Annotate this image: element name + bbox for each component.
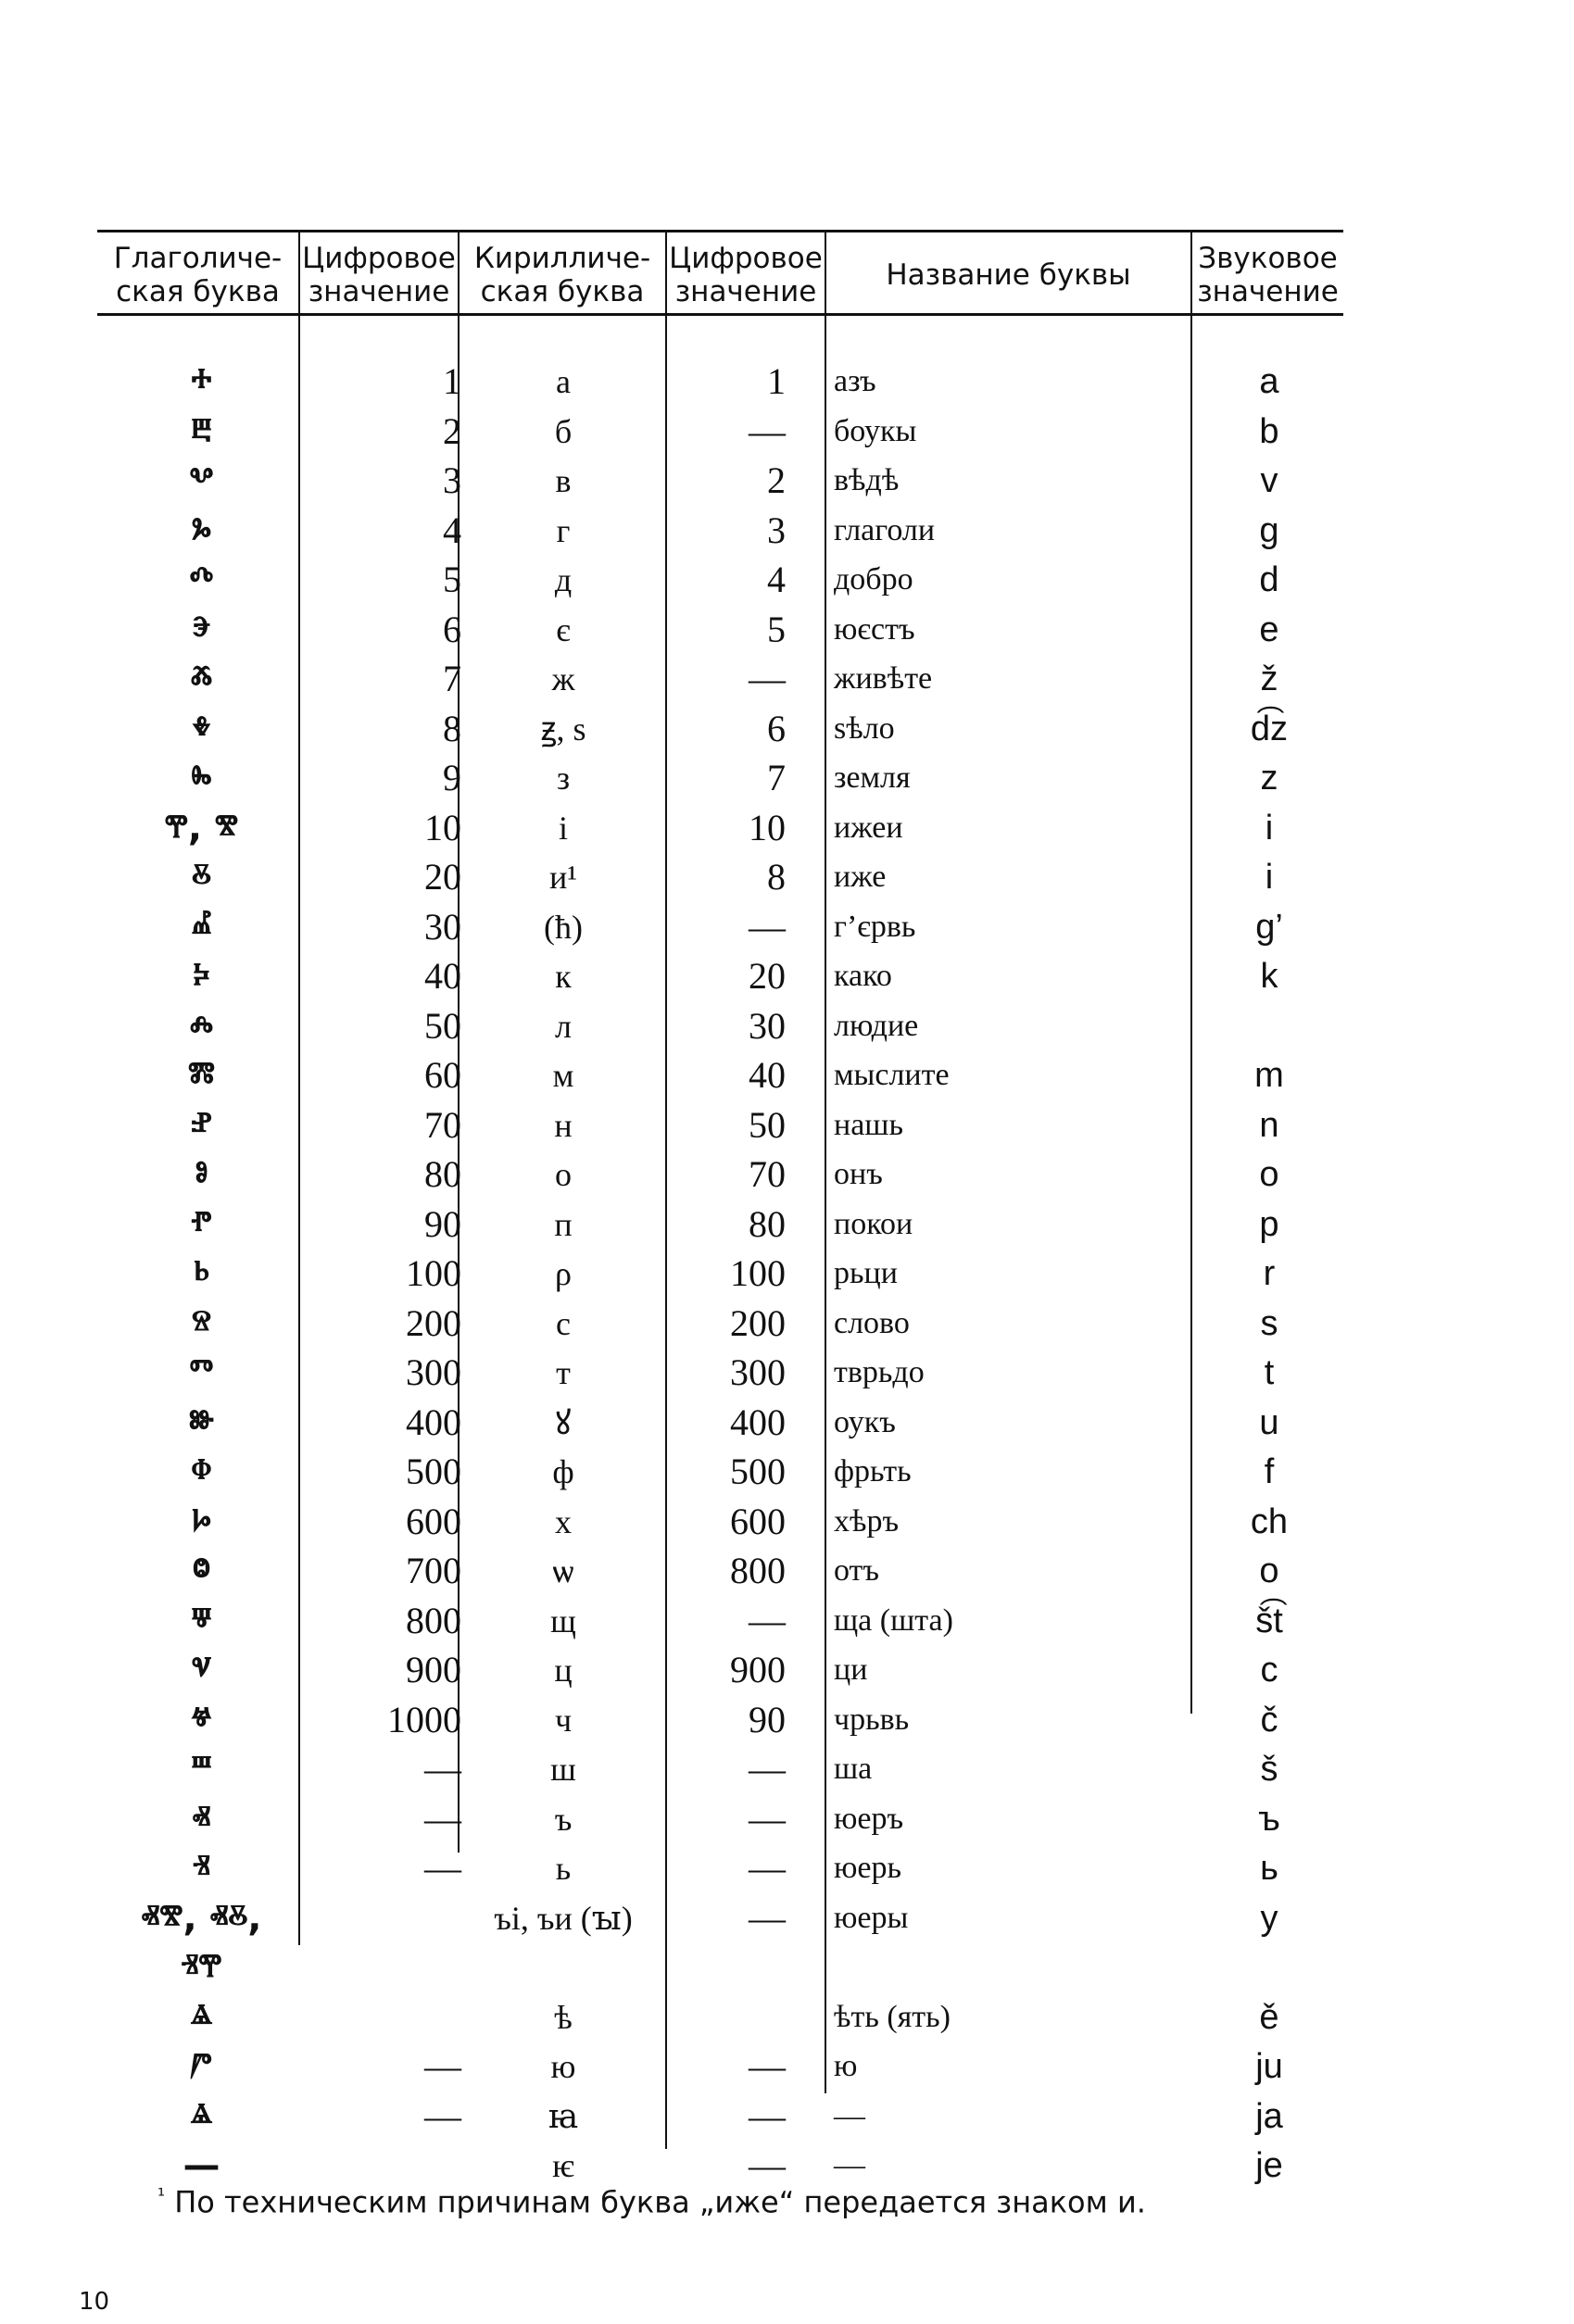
cyrillic-letter: ρ bbox=[555, 1255, 572, 1292]
letter-name: ша bbox=[834, 1752, 873, 1786]
glagolitic-number: 300 bbox=[406, 1351, 461, 1393]
cyrillic-number: 10 bbox=[749, 806, 786, 848]
cyrillic-letter: т bbox=[556, 1354, 571, 1391]
glagolitic-number: 6 bbox=[443, 608, 461, 650]
glagolitic-number: — bbox=[424, 2094, 461, 2137]
glagolitic-number: 7 bbox=[443, 658, 461, 699]
header-cyrillic-number bbox=[667, 233, 825, 317]
cyrillic-number: 80 bbox=[749, 1202, 786, 1245]
glagolitic-letter: ⱋ bbox=[191, 1599, 212, 1642]
glagolitic-number: 5 bbox=[443, 559, 461, 600]
sound-value: i bbox=[1265, 808, 1274, 848]
sound-value: u bbox=[1259, 1402, 1279, 1442]
cyrillic-letter: ч bbox=[554, 1701, 573, 1739]
sound-value: p bbox=[1259, 1204, 1279, 1244]
cyrillic-number: 50 bbox=[749, 1103, 786, 1146]
cyrillic-number: — bbox=[749, 1896, 786, 1939]
sound-value: ž bbox=[1260, 660, 1278, 698]
glagolitic-letter: ⰻ bbox=[192, 856, 211, 898]
cyrillic-number: — bbox=[749, 2094, 786, 2137]
letter-name: мыслите bbox=[834, 1058, 950, 1092]
letter-name: нашь bbox=[834, 1107, 903, 1142]
glagolitic-letter: ⰷ bbox=[192, 707, 211, 750]
letter-name: боукы bbox=[834, 413, 917, 448]
sound-value: g bbox=[1259, 510, 1279, 550]
glagolitic-letter: ⱏ bbox=[192, 1797, 211, 1840]
cyrillic-letter: с bbox=[556, 1304, 571, 1342]
cyrillic-letter: ѥ bbox=[551, 2147, 575, 2184]
glagolitic-number: 9 bbox=[443, 757, 461, 798]
header-line: Цифровое bbox=[302, 242, 456, 275]
cyrillic-letter: г bbox=[556, 511, 571, 549]
cyrillic-letter: к bbox=[555, 958, 572, 995]
cyrillic-letter: ꙋ bbox=[555, 1403, 572, 1441]
glagolitic-letter: ⱑ bbox=[191, 2094, 212, 2138]
sound-value: n bbox=[1259, 1105, 1279, 1145]
header-sound-value bbox=[1192, 233, 1343, 317]
letter-name: ѣть (ять) bbox=[834, 1999, 951, 2034]
cyrillic-letter: а bbox=[556, 363, 571, 400]
cyrillic-letter: о bbox=[555, 1156, 572, 1193]
letter-name: како bbox=[834, 959, 892, 993]
cyrillic-letter: з bbox=[556, 760, 571, 797]
glagolitic-number: 60 bbox=[424, 1054, 461, 1096]
cyrillic-number: 30 bbox=[749, 1004, 786, 1047]
cyrillic-letter: л bbox=[555, 1007, 572, 1045]
cyrillic-number: 90 bbox=[749, 1698, 786, 1740]
cyrillic-letter: ц bbox=[554, 1652, 573, 1689]
column-rule-4 bbox=[825, 232, 826, 2093]
letter-name: ща (шта) bbox=[834, 1602, 953, 1638]
footnote bbox=[157, 2177, 1362, 2221]
cyrillic-number: — bbox=[749, 2045, 786, 2087]
cyrillic-letter: и¹ bbox=[548, 859, 578, 896]
glagolitic-number: 2 bbox=[443, 409, 461, 452]
header-line: Глаголиче- bbox=[113, 242, 283, 275]
letter-name: глаголи bbox=[834, 512, 936, 547]
header-glagolitic-number bbox=[300, 233, 458, 317]
glagolitic-number: 50 bbox=[424, 1004, 461, 1047]
sound-value: ja bbox=[1255, 2096, 1283, 2136]
sound-value: a bbox=[1259, 362, 1279, 401]
glagolitic-number: 40 bbox=[424, 955, 461, 997]
cyrillic-letter: д bbox=[554, 561, 573, 598]
cyrillic-number: — bbox=[749, 1847, 786, 1889]
cyrillic-letter: ф bbox=[552, 1453, 574, 1490]
glagolitic-letter: ⰶ bbox=[190, 658, 213, 700]
sound-value: k bbox=[1260, 957, 1278, 996]
cyrillic-number: 200 bbox=[730, 1301, 786, 1344]
cyrillic-number bbox=[665, 1992, 786, 2042]
sound-value: ch bbox=[1250, 1501, 1289, 1541]
glagolitic-letter: ⰽ bbox=[193, 955, 210, 998]
sound-value: o bbox=[1259, 1551, 1279, 1590]
glagolitic-number: 900 bbox=[406, 1649, 461, 1690]
header-line: Цифровое bbox=[669, 242, 823, 275]
cyrillic-letter: ж bbox=[551, 660, 575, 697]
sound-value: c bbox=[1260, 1651, 1278, 1690]
sound-value: y bbox=[1260, 1898, 1278, 1938]
sound-value: ju bbox=[1255, 2047, 1283, 2086]
cyrillic-letter bbox=[461, 1942, 665, 1992]
glagolitic-number: 90 bbox=[424, 1202, 461, 1245]
cyrillic-number: 1 bbox=[767, 360, 786, 402]
cyrillic-letter: щ bbox=[550, 1602, 576, 1639]
cyrillic-number: 3 bbox=[767, 509, 786, 551]
sound-value: i bbox=[1265, 858, 1274, 897]
glagolitic-number: 30 bbox=[424, 905, 461, 948]
letter-name: живѣте bbox=[834, 661, 933, 696]
letter-name: г’єрвь bbox=[834, 909, 916, 944]
cyrillic-letter: ь bbox=[555, 1850, 572, 1887]
cyrillic-number: — bbox=[749, 658, 786, 699]
letter-name: иже bbox=[834, 860, 887, 894]
glagolitic-number: 800 bbox=[406, 1599, 461, 1641]
letter-name: слово bbox=[834, 1305, 910, 1340]
letter-name: ижеи bbox=[834, 810, 903, 845]
cyrillic-number: 5 bbox=[767, 608, 786, 650]
glagolitic-letter: ⰴ bbox=[189, 559, 214, 601]
sound-value: je bbox=[1255, 2146, 1283, 2185]
glagolitic-letter: ⱁ bbox=[195, 1153, 208, 1196]
cyrillic-letter: х bbox=[555, 1502, 572, 1540]
sound-value: z bbox=[1260, 759, 1278, 798]
glagolitic-letter: ⱉ bbox=[193, 1550, 210, 1592]
glagolitic-number bbox=[306, 1893, 461, 1943]
header-letter-name bbox=[826, 233, 1190, 317]
letter-name: юеръ bbox=[834, 1801, 904, 1836]
glagolitic-letter: ⰸ bbox=[191, 757, 212, 799]
letter-name: чрьвь bbox=[834, 1702, 910, 1737]
sound-value: f bbox=[1264, 1452, 1275, 1491]
glagolitic-letter: ⰼ bbox=[191, 905, 212, 948]
glagolitic-number bbox=[306, 1992, 461, 2042]
letter-name: юєстъ bbox=[834, 611, 915, 647]
letter-name: фрьть bbox=[834, 1454, 912, 1489]
glagolitic-letter: ⱈ bbox=[192, 1500, 211, 1543]
glagolitic-number: 1000 bbox=[387, 1698, 461, 1740]
glagolitic-number: 200 bbox=[406, 1301, 461, 1344]
header-top-rule bbox=[97, 230, 1343, 232]
sound-value: š bbox=[1260, 1750, 1278, 1789]
glagolitic-number: 3 bbox=[443, 459, 461, 501]
cyrillic-letter: і bbox=[558, 809, 568, 847]
letter-name: рьци bbox=[834, 1256, 898, 1290]
glagolitic-letter: ⱇ bbox=[191, 1451, 212, 1493]
cyrillic-number: — bbox=[749, 409, 786, 452]
cyrillic-number: 800 bbox=[730, 1550, 786, 1591]
cyrillic-number: — bbox=[749, 1748, 786, 1790]
header-line: значение bbox=[674, 275, 817, 308]
footnote-text: По техническим причинам буква „иже“ передается знаком и. bbox=[174, 2184, 1146, 2220]
glagolitic-letter: ⰿ bbox=[188, 1054, 215, 1097]
column-rule-5 bbox=[1190, 232, 1192, 1714]
cyrillic-letter: ю bbox=[550, 2048, 576, 2085]
header-line: Название буквы bbox=[886, 258, 1131, 292]
cyrillic-number: — bbox=[749, 1797, 786, 1840]
letter-name: вѣдѣ bbox=[834, 463, 900, 497]
letter-name: покои bbox=[834, 1206, 913, 1241]
glagolitic-number: — bbox=[424, 1847, 461, 1889]
letter-name: земля bbox=[834, 760, 911, 795]
cyrillic-number: 40 bbox=[749, 1054, 786, 1096]
sound-value: d bbox=[1259, 560, 1279, 599]
cyrillic-letter: (ћ) bbox=[544, 908, 583, 946]
glagolitic-number: 4 bbox=[443, 509, 461, 551]
glagolitic-number: 80 bbox=[424, 1153, 461, 1195]
letter-name: людие bbox=[834, 1008, 919, 1043]
header-line: Кирилличе- bbox=[473, 242, 651, 275]
letter-name: хѣръ bbox=[834, 1503, 900, 1539]
cyrillic-number: 600 bbox=[730, 1500, 786, 1542]
sound-value: ě bbox=[1259, 1997, 1279, 2037]
letter-name: ци bbox=[834, 1652, 868, 1687]
cyrillic-letter: ъі, ъи (ꙑ) bbox=[494, 1899, 633, 1937]
glagolitic-number: 400 bbox=[406, 1401, 461, 1443]
cyrillic-number: 6 bbox=[767, 707, 786, 749]
header-glagolitic-letter bbox=[97, 233, 298, 317]
letter-name bbox=[834, 1942, 1186, 1992]
cyrillic-number: 400 bbox=[730, 1401, 786, 1443]
letter-name: — bbox=[834, 2148, 865, 2182]
sound-value: g’ bbox=[1255, 907, 1283, 947]
letter-name: ѕѣло bbox=[834, 710, 895, 746]
cyrillic-number: 20 bbox=[749, 955, 786, 997]
glagolitic-letter: ⱎ bbox=[191, 1748, 212, 1790]
glagolitic-number: 500 bbox=[406, 1451, 461, 1492]
glagolitic-letter: ⱏⰺ, ⱏⰻ, bbox=[141, 1896, 262, 1940]
header-line: ская буква bbox=[116, 275, 280, 308]
glagolitic-number: 20 bbox=[424, 856, 461, 898]
sound-value: o bbox=[1259, 1155, 1279, 1194]
glagolitic-letter: ⱃ bbox=[194, 1252, 209, 1295]
glagolitic-letter: — bbox=[183, 2144, 220, 2187]
letter-name: азъ bbox=[834, 364, 876, 398]
glagolitic-letter: ⱑ bbox=[191, 1995, 212, 2039]
cyrillic-letter: ѣ bbox=[554, 1998, 573, 2036]
cyrillic-number: 500 bbox=[730, 1451, 786, 1492]
glagolitic-number: 10 bbox=[424, 806, 461, 848]
sound-value bbox=[1195, 1942, 1343, 1992]
glagolitic-number: 1 bbox=[443, 360, 461, 402]
cyrillic-letter: в bbox=[555, 462, 572, 499]
glagolitic-letter: ⱌ bbox=[191, 1649, 212, 1691]
sound-value: r bbox=[1263, 1254, 1276, 1293]
glagolitic-letter: ⰲ bbox=[189, 459, 214, 502]
glagolitic-number: 100 bbox=[406, 1252, 461, 1294]
letter-name: ю bbox=[834, 2049, 858, 2083]
letter-name: онъ bbox=[834, 1157, 883, 1191]
glagolitic-letter: ⰾ bbox=[189, 1004, 214, 1048]
glagolitic-number: — bbox=[424, 1797, 461, 1840]
cyrillic-number: — bbox=[749, 905, 786, 948]
cyrillic-letter: є bbox=[556, 610, 571, 648]
sound-value: s bbox=[1260, 1303, 1278, 1343]
sound-value: ь bbox=[1260, 1849, 1278, 1888]
glagolitic-letter: ⰱ bbox=[191, 409, 212, 453]
glagolitic-number: — bbox=[424, 1748, 461, 1790]
sound-value: v bbox=[1260, 461, 1278, 500]
glagolitic-letter: ⱆ bbox=[189, 1401, 214, 1444]
cyrillic-letter: ш bbox=[550, 1751, 576, 1788]
glagolitic-letter: ⱍ bbox=[191, 1698, 212, 1741]
header-line: Звуковое bbox=[1198, 242, 1338, 275]
cyrillic-letter: н bbox=[554, 1106, 573, 1144]
sound-value: č bbox=[1260, 1700, 1278, 1740]
glagolitic-letter: ⱓ bbox=[191, 2045, 212, 2088]
letter-name: юеры bbox=[834, 1900, 909, 1935]
glagolitic-letter: ⰰ bbox=[191, 360, 212, 403]
glagolitic-number: 8 bbox=[443, 707, 461, 749]
sound-value bbox=[1195, 1001, 1343, 1051]
letter-name: тврьдо bbox=[834, 1355, 925, 1389]
sound-value: m bbox=[1254, 1056, 1284, 1095]
letter-name: — bbox=[834, 2098, 865, 2133]
cyrillic-number: 4 bbox=[767, 559, 786, 600]
sound-value: ъ bbox=[1258, 1799, 1280, 1839]
letter-name: отъ bbox=[834, 1553, 879, 1588]
cyrillic-letter: ѡ bbox=[552, 1552, 574, 1589]
cyrillic-letter: б bbox=[554, 412, 573, 450]
glagolitic-number: 70 bbox=[424, 1103, 461, 1146]
cyrillic-letter: м bbox=[552, 1057, 574, 1094]
cyrillic-number: 8 bbox=[767, 856, 786, 898]
letter-name: оукъ bbox=[834, 1404, 896, 1439]
cyrillic-number: 100 bbox=[730, 1252, 786, 1294]
sound-value: b bbox=[1259, 411, 1279, 451]
cyrillic-number: 300 bbox=[730, 1351, 786, 1393]
cyrillic-number: 7 bbox=[767, 757, 786, 798]
glagolitic-number: — bbox=[424, 2045, 461, 2087]
sound-value: e bbox=[1259, 609, 1279, 649]
glagolitic-letter: ⱅ bbox=[189, 1351, 214, 1394]
glagolitic-number: 700 bbox=[406, 1550, 461, 1591]
cyrillic-letter: ъ bbox=[554, 1800, 573, 1838]
sound-value: t bbox=[1264, 1353, 1275, 1392]
header-line: значение bbox=[1197, 275, 1339, 308]
header-line: ская буква bbox=[480, 275, 645, 308]
sound-value: š͡t bbox=[1255, 1601, 1283, 1640]
cyrillic-number bbox=[665, 1942, 786, 1992]
glagolitic-letter: ⰳ bbox=[192, 509, 211, 552]
cyrillic-number: — bbox=[749, 2144, 786, 2186]
footnote-mark: ¹ bbox=[157, 2184, 166, 2206]
letter-name: добро bbox=[834, 562, 913, 597]
cyrillic-letter: п bbox=[554, 1205, 573, 1243]
glagolitic-letter: ⱄ bbox=[192, 1301, 211, 1345]
glagolitic-letter: ⱐⰹ bbox=[181, 1946, 222, 1989]
cyrillic-number: 2 bbox=[767, 459, 786, 501]
glagolitic-letter: ⰵ bbox=[192, 608, 211, 651]
cyrillic-number: 900 bbox=[730, 1649, 786, 1690]
glagolitic-number: 600 bbox=[406, 1500, 461, 1542]
letter-name: юерь bbox=[834, 1851, 901, 1885]
header-line: значение bbox=[308, 275, 450, 308]
cyrillic-number: — bbox=[749, 1599, 786, 1641]
glagolitic-letter: ⱀ bbox=[191, 1103, 212, 1147]
glagolitic-letter: ⱐ bbox=[193, 1847, 210, 1890]
glagolitic-letter: ⱂ bbox=[191, 1202, 212, 1246]
header-cyrillic-letter bbox=[460, 233, 665, 317]
glagolitic-letter: ⰹ, ⰺ bbox=[164, 806, 239, 849]
page-number: 10 bbox=[79, 2288, 110, 2316]
cyrillic-number: 70 bbox=[749, 1153, 786, 1195]
cyrillic-letter: ꙗ bbox=[548, 2097, 579, 2135]
sound-value: d͡z bbox=[1250, 709, 1289, 748]
cyrillic-letter: ꙃ, ѕ bbox=[540, 710, 586, 747]
glagolitic-number bbox=[306, 1942, 461, 1992]
